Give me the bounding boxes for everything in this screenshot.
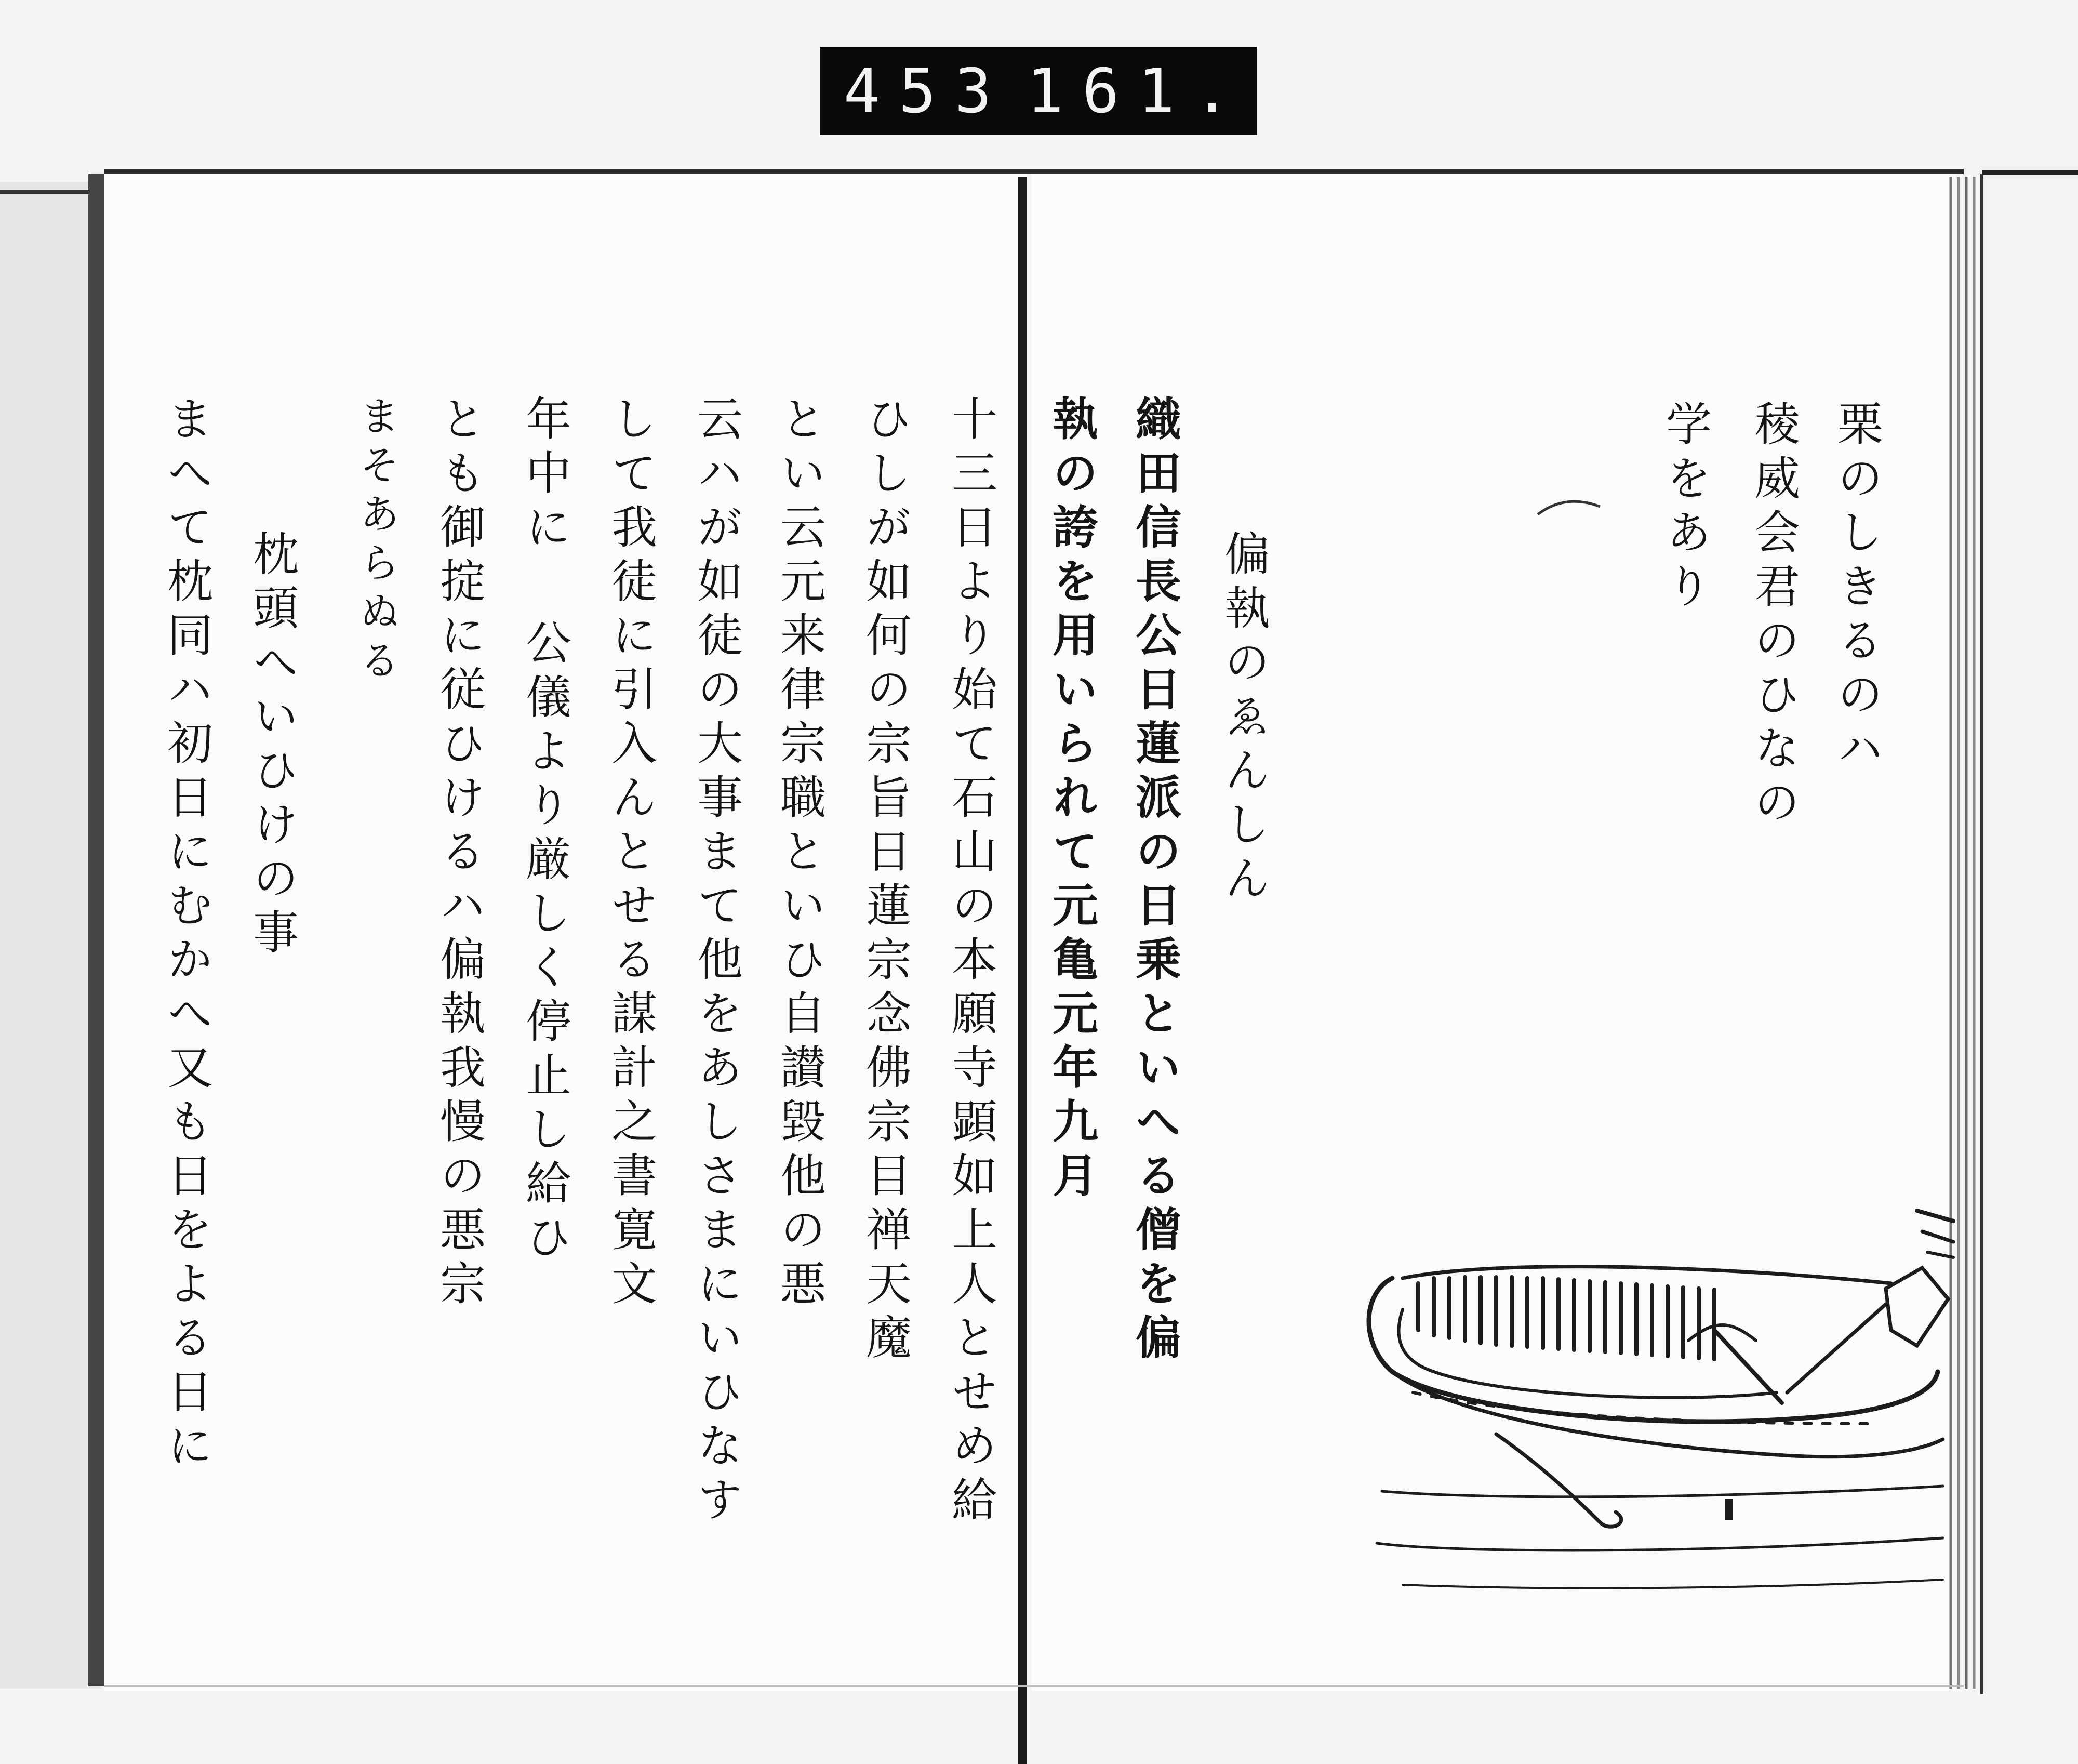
text-column: して我徒に引入んとせる謀計之書寛文 [604,395,658,1314]
right-page [1034,171,1959,1689]
text-column: 学をあり [1659,400,1712,616]
text-column: 執の誇を用いられて元亀元年九月 [1045,395,1099,1205]
text-column: とい云元来律宗職といひ自讃毀他の悪 [773,395,827,1314]
archive-number-a: 453 [843,55,1010,127]
section-heading: 偏執のゑんしん [1217,530,1271,908]
text-column: まへて枕同ハ初日にむかへ又も日をよる日に [160,395,214,1476]
text-column: 十三日より始て石山の本願寺顕如上人とせめ給 [944,395,998,1530]
section-heading: 枕頭へいひけの事 [246,530,299,962]
text-column: 云ハが如徒の大事まて他をあしさまにいひなす [690,395,743,1530]
text-column: 織田信長公日蓮派の日乗といへる僧を偏 [1128,395,1182,1368]
text-column: 年中に 公儀より厳しく停止し給ひ [518,395,572,1267]
text-column: まそあらぬる [353,395,399,688]
left-page [101,171,1021,1689]
text-column: 栗のしきるのハ [1830,400,1884,778]
archive-number-b: 161. [1027,55,1249,127]
archive-number-label [820,47,1257,135]
text-column: 稜威会君のひなの [1747,400,1801,832]
text-column: ひしが如何の宗旨日蓮宗念佛宗目禅天魔 [859,395,912,1368]
text-column: とも御掟に従ひけるハ偏執我慢の悪宗 [433,395,486,1314]
